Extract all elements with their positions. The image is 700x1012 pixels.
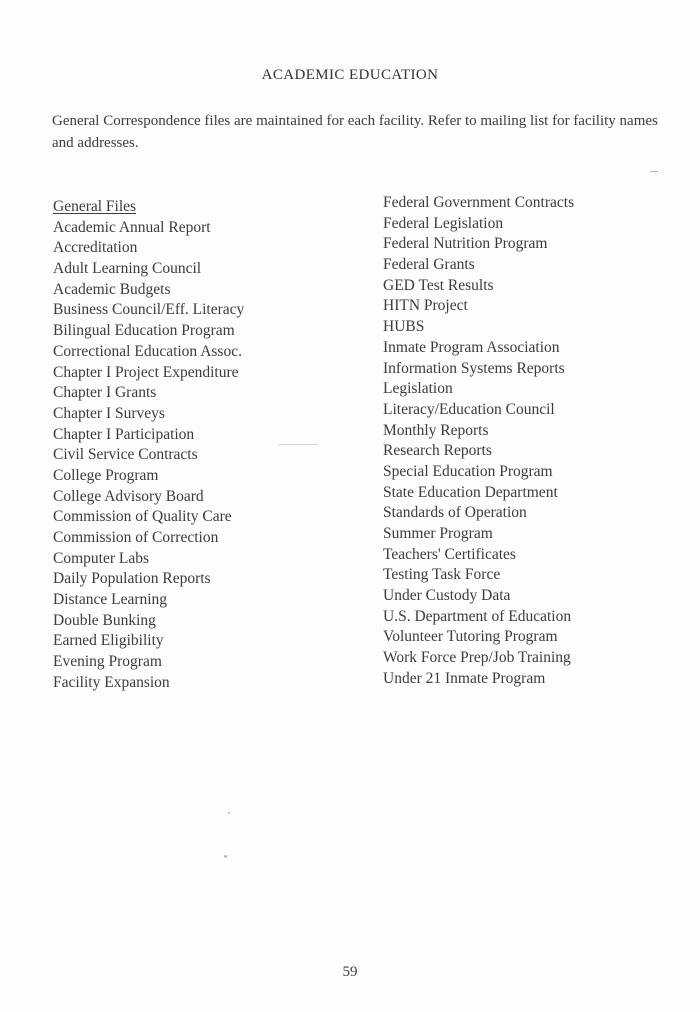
file-list-item: Accreditation [53,239,138,257]
right-file-list [383,193,574,690]
file-list-item: Adult Learning Council [53,260,202,278]
file-list-item: Distance Learning [53,591,168,609]
file-list-item: Testing Task Force [383,566,501,584]
page-number: 59 [342,964,358,980]
file-list-item: Academic Budgets [53,280,171,298]
file-list-item: Chapter I Project Expenditure [53,363,239,381]
file-list-item: Monthly Reports [383,421,489,439]
scan-speck [224,855,227,858]
file-list-item: Double Bunking [53,611,156,629]
file-list-item: Chapter I Participation [53,425,195,443]
file-list-item: Research Reports [383,442,492,460]
file-list-item: Commission of Correction [53,529,219,546]
file-list-item: Teachers' Certificates [383,545,516,563]
file-list-item: Computer Labs [53,549,149,567]
file-list-item: Federal Nutrition Program [383,235,548,253]
file-list-item: Chapter I Grants [53,384,157,402]
file-list-item: Academic Annual Report [53,218,211,236]
file-list-item: GED Test Results [383,276,494,294]
file-list-item: Legislation [383,380,453,398]
file-list-item: Chapter I Surveys [53,404,165,422]
file-list-item: U.S. Department of Education [383,607,572,625]
file-list-item: College Advisory Board [53,487,204,505]
file-list-item: Federal Legislation [383,214,504,232]
file-list-item: Commission of Quality Care [53,508,232,526]
file-list-item: HITN Project [383,297,468,315]
file-list-item: Bilingual Education Program [53,322,235,340]
file-list-item: Facility Expansion [53,673,170,691]
intro-paragraph: General Correspondence files are maintained for each facility. Refer to mailing list for facility names and addresses. [52,113,658,151]
file-list-item: Daily Population Reports [53,570,211,588]
file-list-item: Work Force Prep/Job Training [383,649,571,667]
file-list-item: Literacy/Education Council [383,400,555,418]
page-title: ACADEMIC EDUCATION [261,67,439,83]
scan-speck [650,171,658,172]
file-list-item: State Education Department [383,483,558,501]
file-list-item: Standards of Operation [383,504,527,522]
file-list-item: Correctional Education Assoc. [53,342,242,360]
file-list-item: HUBS [383,318,425,336]
general-files-heading: General Files [53,198,137,215]
left-file-list [53,197,244,694]
file-list-item: College Program [53,466,159,484]
file-list-item: Inmate Program Association [383,338,560,356]
scan-speck [228,812,230,814]
file-list-item: Evening Program [53,653,162,671]
file-list-item: Volunteer Tutoring Program [383,628,558,646]
file-list-item: Special Education Program [383,462,553,480]
file-list-item: Under Custody Data [383,587,511,605]
file-list-item: Federal Government Contracts [383,194,575,211]
file-list-item: Summer Program [383,525,493,542]
file-list-item: Information Systems Reports [383,359,565,377]
file-list-item: Under 21 Inmate Program [383,669,546,687]
file-list-item: Business Council/Eff. Literacy [53,301,245,319]
file-list-item: Federal Grants [383,256,475,274]
file-list-item: Civil Service Contracts [53,446,198,464]
file-list-item: Earned Eligibility [53,632,164,650]
scan-speck [278,444,318,445]
